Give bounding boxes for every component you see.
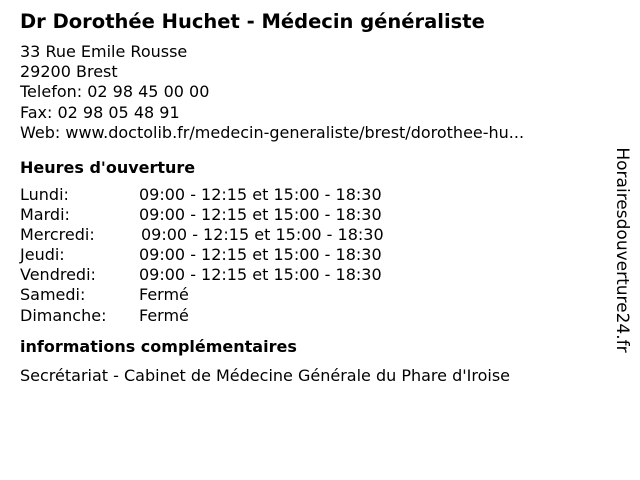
day-hours: 09:00 - 12:15 et 15:00 - 18:30 [139,205,382,225]
opening-hours-table [20,185,384,326]
hours-row-friday [20,265,384,285]
day-hours: 09:00 - 12:15 et 15:00 - 18:30 [139,265,382,285]
phone-number[interactable]: Telefon: 02 98 45 00 00 [20,82,210,102]
page-title: Dr Dorothée Huchet - Médecin généraliste [20,10,485,33]
hours-heading: Heures d'ouverture [20,158,196,178]
day-label: Jeudi: [20,245,65,265]
hours-row-sunday [20,306,384,326]
day-hours: Fermé [139,305,189,325]
info-heading: informations complémentaires [20,336,297,356]
day-label: Mercredi: [20,225,95,245]
day-label: Dimanche: [20,305,107,325]
info-text: Secrétariat - Cabinet de Médecine Générale du Phare d'Iroise [20,365,510,385]
day-hours: 09:00 - 12:15 et 15:00 - 18:30 [141,225,384,245]
day-hours: 09:00 - 12:15 et 15:00 - 18:30 [139,245,382,265]
address-street: 33 Rue Emile Rousse [20,42,188,61]
day-label: Vendredi: [20,265,96,285]
hours-row-thursday [20,245,384,265]
day-hours: 09:00 - 12:15 et 15:00 - 18:30 [139,185,382,205]
address-city: 29200 Brest [20,62,118,82]
doctor-card [20,10,605,386]
fax-number: Fax: 02 98 05 48 91 [20,102,180,122]
contact-block [20,42,605,143]
hours-row-wednesday [20,225,384,245]
website-link[interactable]: Web: www.doctolib.fr/medecin-generaliste/brest/dorothee-hu... [20,122,525,142]
day-hours: Fermé [139,285,189,305]
day-label: Samedi: [20,285,86,305]
hours-row-tuesday [20,205,384,225]
hours-row-monday [20,185,384,205]
day-label: Mardi: [20,205,70,225]
hours-row-saturday [20,285,384,305]
site-brand-vertical[interactable]: Horairesdouverture24.fr [612,147,632,353]
day-label: Lundi: [20,185,69,205]
